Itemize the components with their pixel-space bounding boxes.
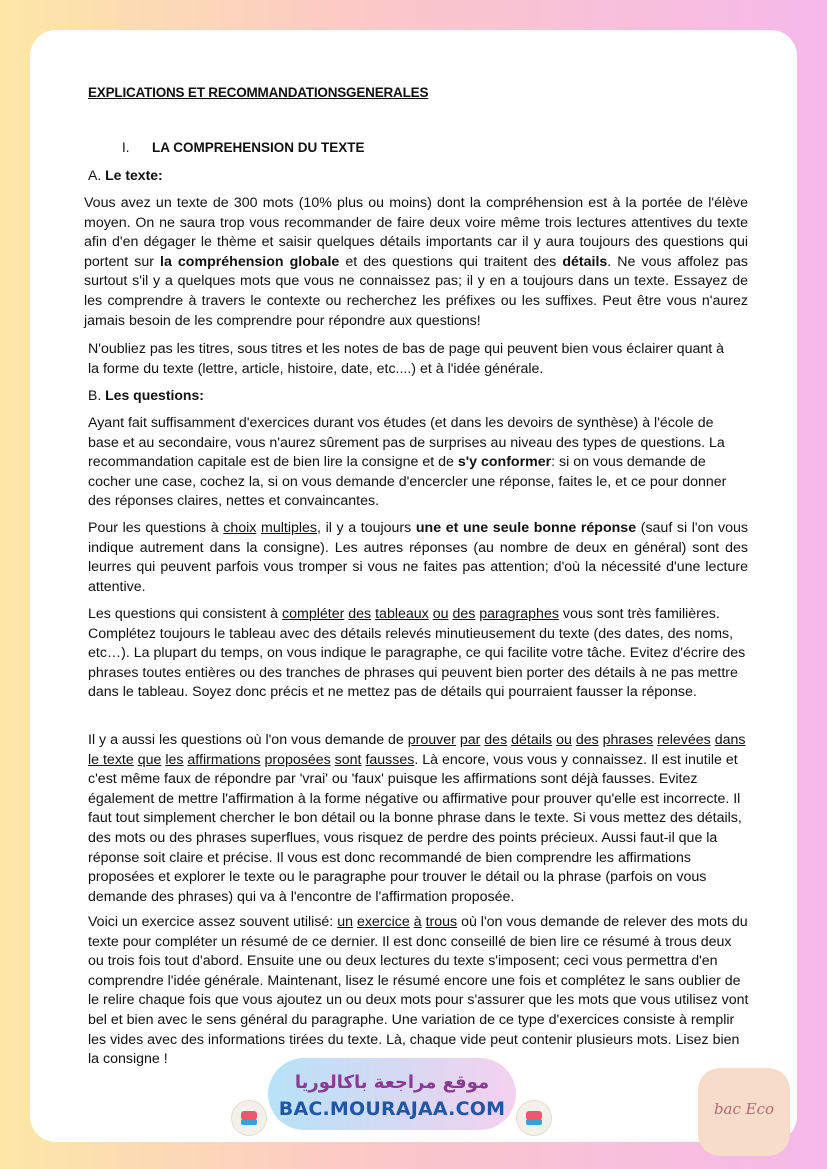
underlined-run: les: [165, 751, 184, 768]
bac-eco-logo: [698, 1068, 790, 1156]
underlined-run: exercice: [356, 914, 410, 930]
paragraph-questions-intro: [88, 414, 748, 512]
underlined-run: prouver: [407, 732, 456, 748]
subsection-title: Les questions:: [105, 387, 204, 403]
underlined-run: des: [484, 732, 508, 748]
underlined-run: paragraphes: [479, 606, 559, 622]
text-run: vous sont très familières. Complétez toujours le tableau avec des détails relevés minutieusement du texte (des dates, des noms, etc…). La plupart du temps, on vous indique le paragraphe, ce qui facilite votre tâche. Evitez d'écrire des phrases toutes entières ou des tranches de phrases qui peuvent bien porter des détails à ne pas mettre dans le tableau. Soyez donc précis et ne mettez pas de détails qui pourraient fausser la réponse.: [88, 606, 746, 701]
footer-url: BAC.MOURAJAA.COM: [278, 1098, 506, 1120]
text-run: Ayant fait suffisamment d'exercices durant vos études (et dans les devoirs de synthèse) à l'école de base et au secondaire, vous n'aurez sûrement pas de surprises au niveau des types de questions. La recommandation capitale est de bien lire la consigne et de: [88, 415, 725, 471]
subsection-letter: A.: [88, 167, 102, 183]
site-footer-link[interactable]: [268, 1058, 516, 1130]
underlined-run: proposées: [264, 751, 331, 768]
document-page: [30, 30, 797, 1142]
underlined-run: fausses: [365, 751, 415, 768]
subsection-b-heading: [88, 387, 204, 403]
text-run: . Ne vous affolez pas surtout s'il y a quelques mots que vous ne connaissez pas; il y en a toujours dans un texte. Essayez de les comprendre à travers le contexte ou recherchez les préfixes ou les suffixes. Peut être vous n'aurez jamais besoin de les comprendre pour répondre aux questions!: [84, 253, 749, 329]
underlined-run: phrases: [602, 732, 654, 748]
brand-text: bac Eco: [713, 1100, 775, 1118]
text-run: Les questions qui consistent à: [88, 606, 283, 622]
paragraph-tables: [88, 605, 750, 703]
underlined-run: des: [348, 606, 372, 622]
text-run: et des questions qui traitent des: [339, 253, 563, 270]
underlined-run: par: [459, 732, 481, 748]
subsection-a-heading: [88, 167, 163, 183]
underlined-run: trous: [425, 914, 458, 930]
text-run: (sauf si l'on vous indique autrement dans la consigne). Les autres réponses (au nombre de deux en général) sont des leurres qui peuvent parfois vous tromper si vous ne faites pas attention; d'où la nécessité d'une lecture attentive.: [88, 520, 749, 595]
underlined-run: ou: [432, 606, 449, 622]
section-heading: [122, 140, 365, 155]
paragraph-text-intro: [84, 194, 748, 331]
underlined-run: le texte: [88, 751, 134, 768]
bold-run: détails: [562, 253, 608, 270]
text-run: : si on vous demande de cocher une case, cochez la, si on vous demande d'encercler une réponse, faites le, et ce pour donner des réponses claires, nettes et convaincantes.: [88, 454, 727, 510]
subsection-letter: B.: [88, 387, 102, 403]
subsection-title: Le texte:: [105, 167, 163, 183]
underlined-run: multiples: [261, 520, 317, 536]
page-title: EXPLICATIONS ET RECOMMANDATIONSGENERALES: [88, 85, 429, 100]
underlined-run: compléter: [282, 606, 345, 622]
underlined-run: choix: [223, 520, 257, 536]
paragraph-cloze: [88, 913, 750, 1070]
bold-run: la compréhension globale: [160, 253, 340, 270]
underlined-run: détails: [511, 732, 553, 748]
text-run: Il y a aussi les questions où l'on vous demande de: [88, 732, 408, 748]
underlined-run: ou: [556, 732, 572, 748]
underlined-run: un: [337, 914, 353, 930]
underlined-run: tableaux: [375, 606, 429, 622]
text-run: Voici un exercice assez souvent utilisé:: [88, 914, 338, 930]
text-run: où l'on vous demande de relever des mots du texte pour compléter un résumé de ce dernier. Il est donc conseillé de bien lire ce résumé à trous deux ou trois fois tout d'abord. Ensuite une ou deux lectures du texte s'imposent; ceci vous permettra d'en comprendre l'idée générale. Maintenant, lisez le résumé encore une fois et complétez le sans oublier de le relire chaque fois que vous ajoutez un ou deux mots pour s'assurer que les mots que vous utilisez vont bel et bien avec le sens général du paragraphe. Une variation de ce type d'exercices consiste à remplir les vides avec des informations tirées du texte. Là, chaque vide peut contenir plusieurs mots. Lisez bien la consigne !: [88, 914, 749, 1068]
section-title: LA COMPREHENSION DU TEXTE: [152, 140, 365, 155]
underlined-run: des: [575, 732, 599, 748]
book-logo-icon: [231, 1100, 267, 1136]
underlined-run: des: [452, 606, 476, 622]
text-run: , il y a toujours: [317, 520, 416, 536]
paragraph-prove: [88, 731, 748, 907]
paragraph-titles-note: N'oubliez pas les titres, sous titres et les notes de bas de page qui peuvent bien vous éclairer quant à la forme du texte (lettre, article, histoire, date, etc....) et à l'idée générale.: [88, 341, 725, 377]
section-number: I.: [122, 140, 130, 155]
underlined-run: à: [413, 914, 422, 930]
text-run: . Là encore, vous vous y connaissez. Il est inutile et c'est même faux de répondre par 'vrai' ou 'faux' puisque les affirmations sont déjà fausses. Evitez également de mettre l'affirmation à la forme négative ou affirmative pour prouver qu'elle est incorrecte. Il faut tout simplement chercher le bon détail ou la bonne phrase dans le texte. Si vous mettez des détails, des mots ou des phrases superflues, vous risquez de perdre des points précieux. Aussi faut-il que la réponse soit claire et précise. Il vous est donc recommandé de bien comprendre les affirmations proposées et explorer le texte ou le paragraphe pour trouver le détail ou la phrase (parfois on vous demande des phrases) qui va à l'encontre de l'affirmation proposée.: [88, 751, 742, 905]
underlined-run: que: [137, 751, 162, 768]
bold-run: s'y conformer: [457, 454, 552, 471]
text-run: Vous avez un texte de 300 mots (10% plus ou moins) dont la compréhension est à la portée de l'élève moyen. On ne saura trop vous recommander de faire deux voire même trois lectures attentives du texte afin d'en dégager le thème et saisir quelques détails importants car il y aura toujours des questions qui portent sur: [84, 195, 748, 270]
underlined-run: dans: [714, 732, 746, 748]
book-logo-icon: [516, 1100, 552, 1136]
paragraph-multiple-choice: [88, 519, 748, 597]
underlined-run: relevées: [657, 732, 711, 748]
footer-arabic-name: موقع مراجعة باكالوريا: [294, 1072, 490, 1093]
underlined-run: affirmations: [187, 751, 261, 768]
underlined-run: sont: [334, 751, 362, 768]
text-run: Pour les questions à: [88, 520, 224, 536]
bold-run: une et une seule bonne réponse: [415, 520, 637, 536]
